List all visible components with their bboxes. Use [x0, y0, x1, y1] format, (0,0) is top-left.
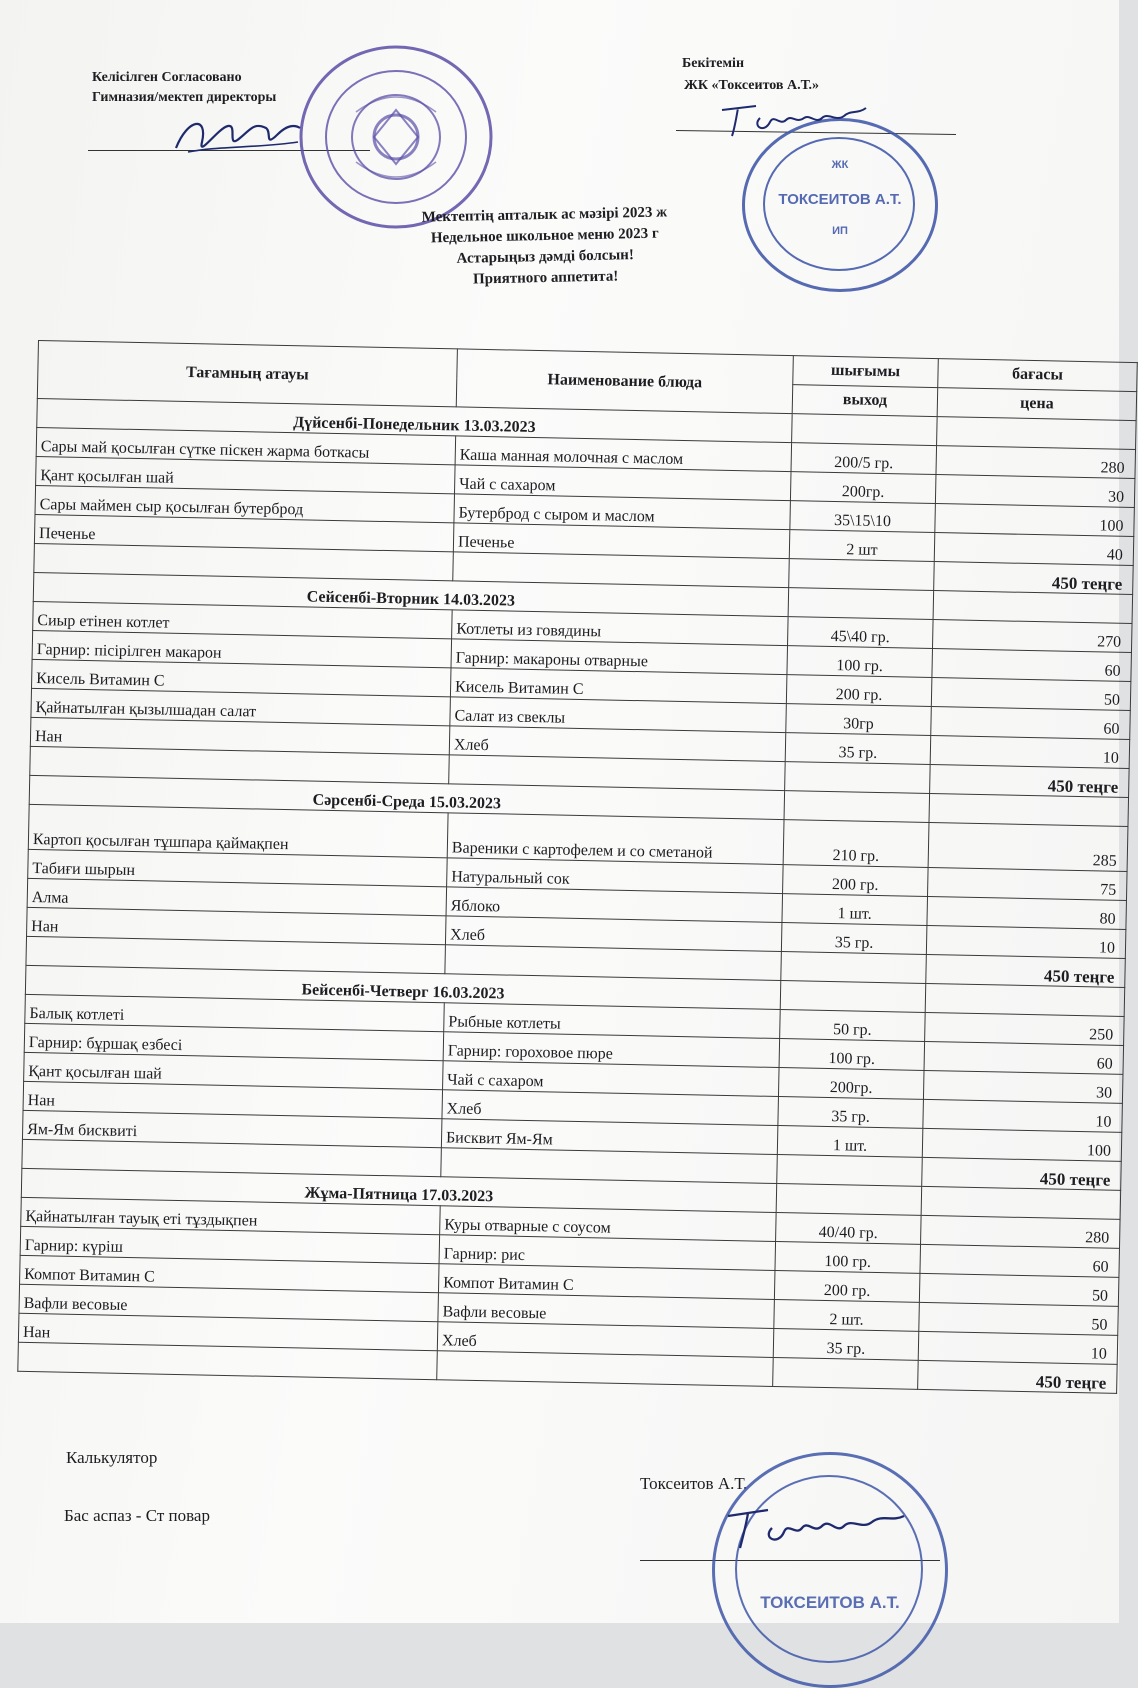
- dish-name-kz: Кисель Витамин С: [32, 659, 451, 696]
- menu-title: [379, 202, 711, 293]
- dish-output: 200гр.: [790, 472, 936, 504]
- dish-name-kz: Гарнир: күріш: [20, 1226, 439, 1263]
- dish-name-kz: Сиыр етінен котлет: [33, 601, 452, 638]
- dish-name-ru: Вареники с картофелем и со сметаной: [447, 813, 784, 865]
- dish-output: 35\15\10: [790, 501, 936, 533]
- column-header-price-ru: цена: [937, 388, 1137, 421]
- day-header-empty-price: [929, 793, 1129, 826]
- dish-name-kz: Қант қосылған шай: [36, 456, 455, 493]
- dish-name-kz: Нан: [18, 1313, 437, 1350]
- dish-price: 50: [919, 1302, 1119, 1335]
- approval-left-line2: Гимназия/мектеп директоры: [92, 90, 277, 105]
- bottom-signature: [722, 1500, 912, 1560]
- dish-price: 30: [923, 1070, 1123, 1103]
- dish-price: 50: [931, 678, 1131, 711]
- dish-price: 60: [924, 1041, 1124, 1074]
- dish-name-ru: Натуральный сок: [447, 858, 784, 894]
- dish-name-ru: Хлеб: [449, 726, 786, 762]
- dish-price: 285: [928, 822, 1128, 871]
- dish-price: 75: [928, 867, 1128, 900]
- column-header-output-ru: выход: [792, 385, 938, 417]
- dish-price: 80: [927, 896, 1127, 929]
- column-header-name-kz: Тағамның атауы: [37, 341, 457, 407]
- dish-price: 60: [920, 1244, 1120, 1277]
- dish-price: 10: [926, 925, 1126, 958]
- dish-output: 35 гр.: [785, 733, 931, 765]
- dish-name-ru: Котлеты из говядины: [452, 610, 789, 646]
- dish-output: 40/40 гр.: [776, 1212, 922, 1244]
- stamp-bottom-label: ИП: [832, 225, 848, 237]
- dish-price: 280: [936, 446, 1136, 479]
- total-empty-output: [773, 1357, 919, 1389]
- dish-name-kz: Табиғи шырын: [28, 849, 447, 886]
- dish-output: 2 шт: [789, 530, 935, 562]
- dish-name-kz: Балық котлеті: [25, 994, 444, 1031]
- day-header-empty-output: [792, 414, 938, 446]
- dish-name-ru: Гарнир: рис: [439, 1235, 776, 1271]
- signer-name: Токсеитов А.Т.: [640, 1474, 748, 1493]
- dish-name-ru: Рыбные котлеты: [444, 1003, 781, 1039]
- dish-output: 50 гр.: [780, 1010, 926, 1042]
- dish-price: 60: [932, 649, 1132, 682]
- dish-output: 100 гр.: [779, 1039, 925, 1071]
- dish-name-ru: Бутерброд с сыром и маслом: [454, 494, 791, 530]
- dish-name-kz: Гарнир: бұршақ езбесі: [24, 1023, 443, 1060]
- total-empty-output: [777, 1155, 923, 1187]
- dish-name-ru: Хлеб: [437, 1322, 774, 1358]
- dish-name-ru: Бисквит Ям-Ям: [441, 1119, 778, 1155]
- dish-name-ru: Куры отварные с соусом: [440, 1206, 777, 1242]
- dish-output: 45\40 гр.: [788, 617, 934, 649]
- total-empty-ru: [437, 1351, 774, 1387]
- dish-price: 270: [932, 620, 1132, 653]
- dish-name-ru: Каша манная молочная с маслом: [455, 436, 792, 472]
- day-title: Сәрсенбі-Среда 15.03.2023: [29, 775, 784, 819]
- dish-name-ru: Вафли весовые: [438, 1293, 775, 1329]
- dish-name-kz: Печенье: [34, 514, 453, 551]
- dish-output: 200гр.: [778, 1068, 924, 1100]
- dish-name-kz: Картоп қосылған тұшпара қаймақпен: [28, 804, 448, 857]
- dish-price: 50: [919, 1273, 1119, 1306]
- dish-name-kz: Компот Витамин С: [20, 1255, 439, 1292]
- dish-price: 100: [922, 1128, 1122, 1161]
- bottom-stamp-name: ТОКСЕИТОВ А.Т.: [760, 1593, 900, 1612]
- dish-price: 60: [931, 707, 1131, 740]
- dish-output: 200 гр.: [774, 1270, 920, 1302]
- dish-name-kz: Нан: [23, 1081, 442, 1118]
- calculator-label: Калькулятор: [66, 1448, 158, 1467]
- dish-name-kz: Вафли весовые: [19, 1284, 438, 1321]
- dish-output: 200 гр.: [786, 675, 932, 707]
- day-total-price: 450 теңге: [930, 764, 1130, 797]
- dish-name-ru: Яблоко: [446, 887, 783, 923]
- menu-table-wrapper: [17, 340, 1125, 1393]
- dish-output: 200/5 гр.: [791, 443, 937, 475]
- total-empty-output: [785, 762, 931, 794]
- dish-output: 30гр: [786, 704, 932, 736]
- day-header-empty-price: [921, 1186, 1121, 1219]
- day-total-price: 450 теңге: [918, 1360, 1118, 1393]
- dish-name-ru: Хлеб: [445, 916, 782, 952]
- title-kz: Мектептің апталык ас мәзірі 2023 ж: [421, 204, 668, 226]
- school-seal-stamp: [296, 42, 496, 232]
- dish-name-kz: Нан: [27, 907, 446, 944]
- entrepreneur-signature: [716, 96, 876, 144]
- dish-price: 10: [930, 735, 1130, 768]
- dish-price: 250: [925, 1012, 1125, 1045]
- day-title: Сейсенбі-Вторник 14.03.2023: [33, 572, 788, 616]
- wish-kz: Астарыңыз дәмді болсын!: [456, 247, 635, 267]
- day-total-price: 450 теңге: [934, 562, 1134, 595]
- column-header-output-kz: шығымы: [793, 356, 939, 388]
- day-header-empty-price: [925, 983, 1125, 1016]
- dish-output: 210 гр.: [783, 820, 929, 868]
- approval-left-line1: Келісілген Согласовано: [92, 70, 242, 85]
- dish-name-kz: Сары май қосылған сүтке піскен жарма боткасы: [36, 427, 455, 464]
- day-header-empty-output: [788, 588, 934, 620]
- menu-table: [17, 340, 1137, 1394]
- director-signature: [168, 108, 308, 168]
- dish-name-ru: Компот Витамин С: [438, 1264, 775, 1300]
- dish-name-kz: Гарнир: пісірілген макарон: [32, 630, 451, 667]
- day-total-price: 450 теңге: [922, 1157, 1122, 1190]
- dish-name-kz: Ям-Ям бисквиті: [22, 1110, 441, 1147]
- dish-output: 35 гр.: [781, 923, 927, 955]
- dish-name-ru: Хлеб: [442, 1090, 779, 1126]
- dish-name-ru: Печенье: [453, 523, 790, 559]
- day-header-empty-output: [780, 981, 926, 1013]
- column-header-name-ru: Наименование блюда: [456, 349, 793, 414]
- dish-price: 10: [918, 1331, 1118, 1364]
- dish-output: 2 шт.: [774, 1299, 920, 1331]
- dish-price: 280: [921, 1215, 1121, 1248]
- dish-name-ru: Салат из свеклы: [450, 697, 787, 733]
- day-header-empty-output: [776, 1183, 922, 1215]
- wish-ru: Приятного аппетита!: [472, 268, 619, 288]
- dish-output: 35 гр.: [778, 1097, 924, 1129]
- entrepreneur-stamp-bottom: [712, 1452, 948, 1688]
- day-total-price: 450 теңге: [926, 954, 1126, 987]
- dish-name-kz: Сары маймен сыр қосылған бутерброд: [35, 485, 454, 522]
- day-title: Бейсенбі-Четверг 16.03.2023: [25, 965, 780, 1009]
- dish-name-ru: Гарнир: гороховое пюре: [443, 1032, 780, 1068]
- title-ru: Недельное школьное меню 2023 г: [430, 225, 659, 247]
- dish-name-ru: Чай с сахаром: [454, 465, 791, 501]
- day-title: Жұма-Пятница 17.03.2023: [21, 1168, 776, 1212]
- total-empty-output: [781, 952, 927, 984]
- dish-name-ru: Кисель Витамин С: [450, 668, 787, 704]
- dish-name-kz: Қант қосылған шай: [24, 1052, 443, 1089]
- dish-output: 1 шт.: [782, 894, 928, 926]
- dish-price: 30: [935, 475, 1135, 508]
- day-title: Дүйсенбі-Понедельник 13.03.2023: [37, 398, 792, 442]
- dish-output: 100 гр.: [787, 646, 933, 678]
- dish-name-kz: Нан: [30, 717, 449, 754]
- dish-output: 100 гр.: [775, 1241, 921, 1273]
- dish-output: 1 шт.: [777, 1126, 923, 1158]
- column-header-price-kz: бағасы: [938, 359, 1138, 392]
- dish-name-ru: Чай с сахаром: [443, 1061, 780, 1097]
- total-empty-output: [789, 559, 935, 591]
- approval-right-line1: Бекітемін: [682, 56, 745, 71]
- day-header-empty-price: [933, 591, 1133, 624]
- entrepreneur-stamp-top: [742, 118, 938, 292]
- day-header-empty-output: [784, 791, 930, 823]
- dish-price: 10: [923, 1099, 1123, 1132]
- head-chef-label: Бас аспаз - Ст повар: [64, 1506, 210, 1525]
- approval-right-line2: ЖК «Токсеитов А.Т.»: [684, 78, 820, 93]
- dish-price: 40: [934, 533, 1134, 566]
- dish-name-kz: Қайнатылған тауық еті тұздықпен: [21, 1197, 440, 1234]
- stamp-name: ТОКСЕИТОВ А.Т.: [778, 191, 902, 208]
- dish-price: 100: [935, 504, 1135, 537]
- dish-name-kz: Қайнатылған қызылшадан салат: [31, 688, 450, 725]
- dish-name-ru: Гарнир: макароны отварные: [451, 639, 788, 675]
- day-header-empty-price: [937, 417, 1137, 450]
- stamp-top-label: ЖК: [831, 159, 849, 171]
- dish-output: 35 гр.: [773, 1328, 919, 1360]
- dish-name-kz: Алма: [27, 878, 446, 915]
- dish-output: 200 гр.: [783, 865, 929, 897]
